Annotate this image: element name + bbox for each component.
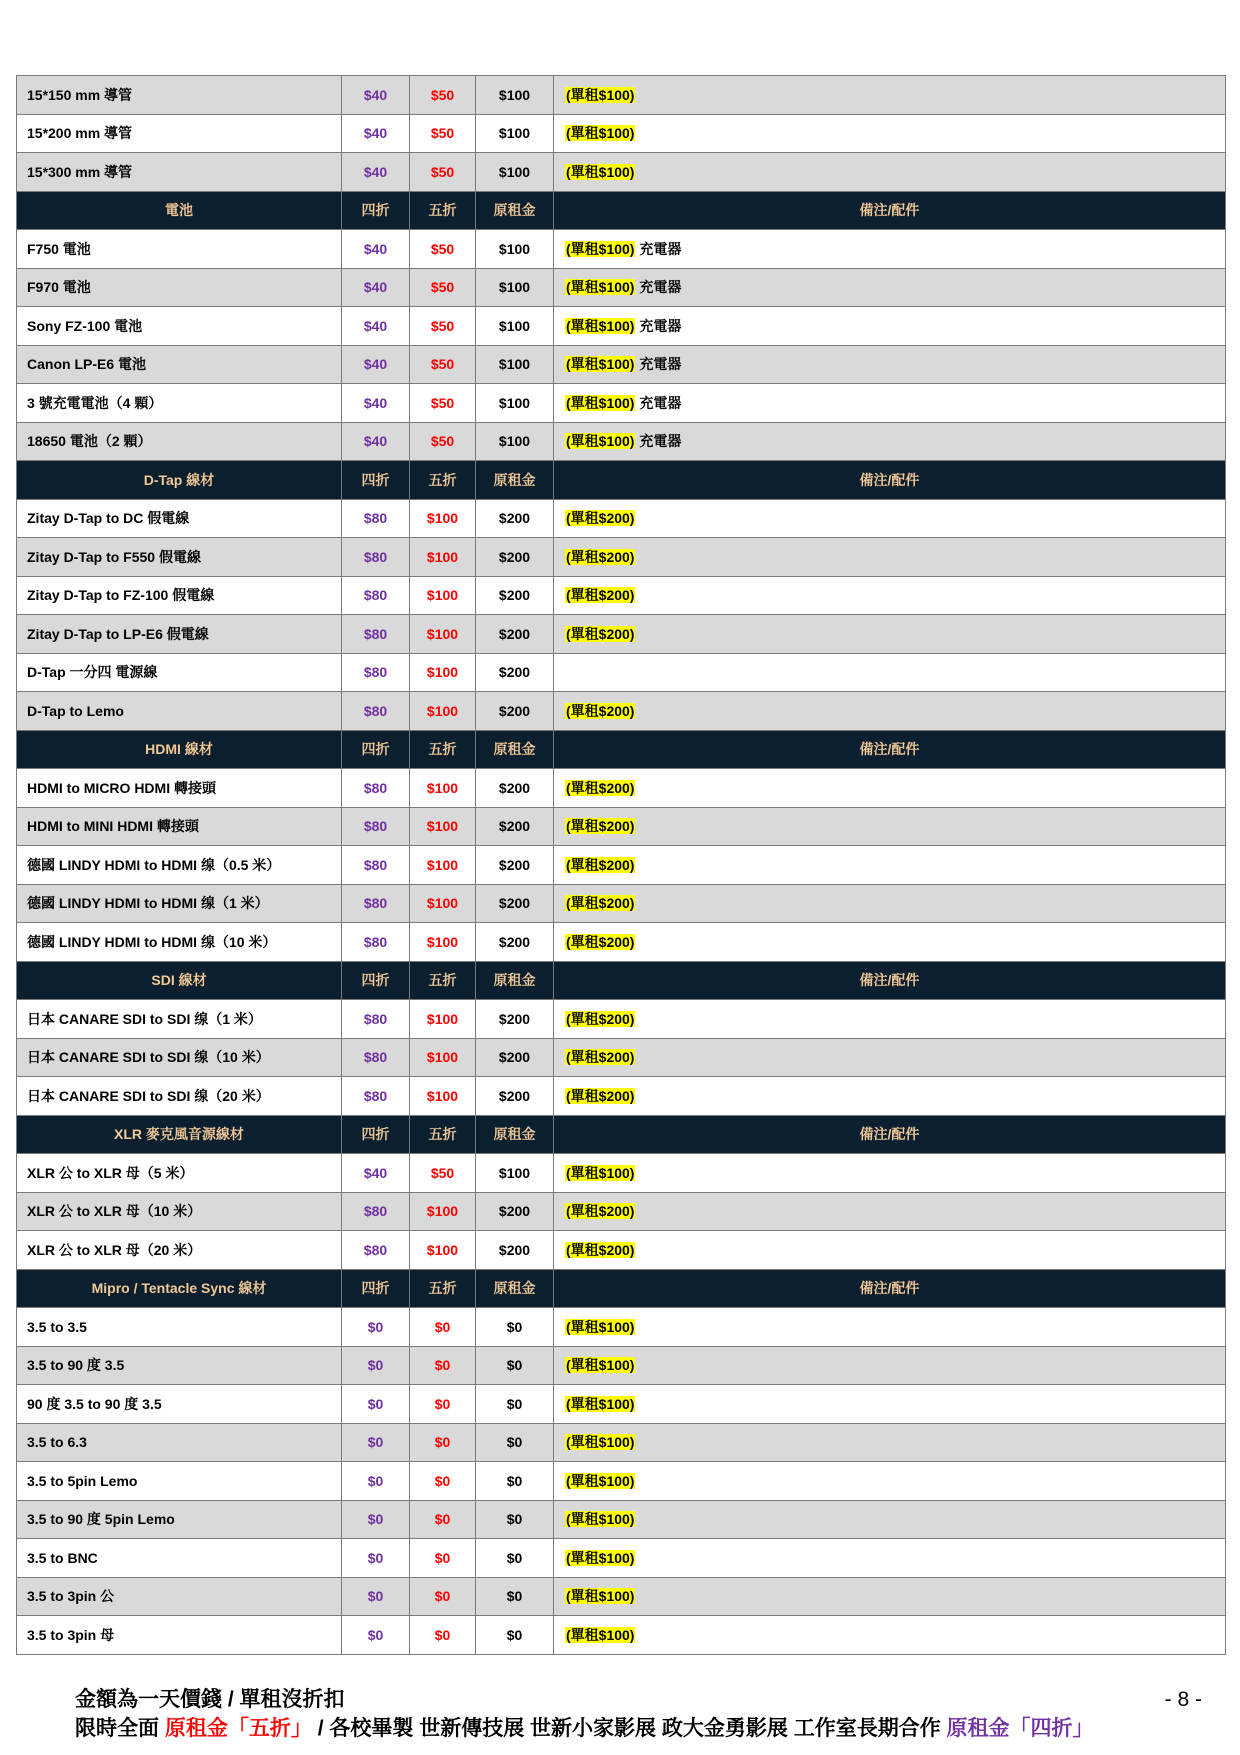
price-40-percent: $80 — [342, 653, 410, 692]
single-rental-note: (單租$100) — [566, 1434, 635, 1451]
item-name: 3.5 to 3.5 — [17, 1308, 342, 1347]
original-price: $200 — [476, 576, 554, 615]
item-name: XLR 公 to XLR 母（5 米） — [17, 1154, 342, 1193]
col-header-original-price: 原租金 — [476, 961, 554, 1000]
section-title: D-Tap 線材 — [17, 461, 342, 500]
price-50-percent: $100 — [410, 692, 476, 731]
price-40-percent: $80 — [342, 923, 410, 962]
price-40-percent: $0 — [342, 1308, 410, 1347]
note-cell — [554, 692, 1226, 731]
note-cell — [554, 153, 1226, 192]
price-50-percent: $50 — [410, 268, 476, 307]
single-rental-note: (單租$100) — [566, 1395, 635, 1412]
original-price: $100 — [476, 307, 554, 346]
price-50-percent: $0 — [410, 1462, 476, 1501]
price-50-percent: $0 — [410, 1385, 476, 1424]
single-rental-note: (單租$200) — [566, 1049, 635, 1066]
item-name: 3.5 to 90 度 5pin Lemo — [17, 1500, 342, 1539]
price-40-percent: $80 — [342, 769, 410, 808]
promotion-50-percent: 原租金「五折」 — [164, 1717, 312, 1740]
single-rental-note: (單租$100) — [566, 394, 635, 411]
single-rental-note: (單租$200) — [566, 1241, 635, 1258]
section-header-row — [17, 730, 1226, 769]
price-40-percent: $80 — [342, 692, 410, 731]
table-row — [17, 653, 1226, 692]
original-price: $200 — [476, 1192, 554, 1231]
item-name: Zitay D-Tap to F550 假電線 — [17, 538, 342, 577]
accessory-text: 充電器 — [639, 240, 682, 257]
single-rental-note: (單租$100) — [566, 433, 635, 450]
item-name: XLR 公 to XLR 母（20 米） — [17, 1231, 342, 1270]
section-header-row — [17, 191, 1226, 230]
note-cell — [554, 384, 1226, 423]
col-header-original-price: 原租金 — [476, 730, 554, 769]
item-name: 德國 LINDY HDMI to HDMI 缐（10 米） — [17, 923, 342, 962]
item-name: 3.5 to 6.3 — [17, 1423, 342, 1462]
table-row — [17, 1385, 1226, 1424]
original-price: $0 — [476, 1577, 554, 1616]
section-header-row — [17, 461, 1226, 500]
item-name: 3.5 to BNC — [17, 1539, 342, 1578]
accessory-text: 充電器 — [639, 317, 682, 334]
price-40-percent: $0 — [342, 1539, 410, 1578]
single-rental-note: (單租$200) — [566, 1087, 635, 1104]
table-row — [17, 230, 1226, 269]
col-header-50-percent: 五折 — [410, 191, 476, 230]
price-40-percent: $40 — [342, 345, 410, 384]
item-name: Zitay D-Tap to DC 假電線 — [17, 499, 342, 538]
original-price: $200 — [476, 1077, 554, 1116]
item-name: 德國 LINDY HDMI to HDMI 缐（1 米） — [17, 884, 342, 923]
original-price: $200 — [476, 807, 554, 846]
table-row — [17, 499, 1226, 538]
price-50-percent: $0 — [410, 1308, 476, 1347]
col-header-50-percent: 五折 — [410, 730, 476, 769]
price-40-percent: $40 — [342, 114, 410, 153]
original-price: $0 — [476, 1385, 554, 1424]
table-row — [17, 1000, 1226, 1039]
original-price: $100 — [476, 230, 554, 269]
price-50-percent: $0 — [410, 1577, 476, 1616]
table-row — [17, 923, 1226, 962]
single-rental-note: (單租$200) — [566, 510, 635, 527]
price-40-percent: $80 — [342, 1077, 410, 1116]
note-cell — [554, 1077, 1226, 1116]
note-cell — [554, 76, 1226, 115]
table-row — [17, 846, 1226, 885]
table-row — [17, 1077, 1226, 1116]
original-price: $100 — [476, 153, 554, 192]
original-price: $200 — [476, 499, 554, 538]
col-header-40-percent: 四折 — [342, 461, 410, 500]
item-name: 德國 LINDY HDMI to HDMI 缐（0.5 米） — [17, 846, 342, 885]
price-50-percent: $100 — [410, 807, 476, 846]
price-40-percent: $40 — [342, 268, 410, 307]
price-40-percent: $80 — [342, 884, 410, 923]
note-cell — [554, 846, 1226, 885]
item-name: 18650 電池（2 顆） — [17, 422, 342, 461]
note-cell — [554, 923, 1226, 962]
single-rental-note: (單租$100) — [566, 86, 635, 103]
col-header-note: 備注/配件 — [554, 961, 1226, 1000]
note-cell — [554, 1038, 1226, 1077]
note-cell — [554, 307, 1226, 346]
col-header-50-percent: 五折 — [410, 461, 476, 500]
table-body — [17, 76, 1226, 1655]
original-price: $100 — [476, 114, 554, 153]
col-header-note: 備注/配件 — [554, 730, 1226, 769]
price-50-percent: $50 — [410, 76, 476, 115]
price-50-percent: $100 — [410, 846, 476, 885]
price-40-percent: $40 — [342, 307, 410, 346]
note-cell — [554, 1308, 1226, 1347]
single-rental-note: (單租$200) — [566, 818, 635, 835]
page-number: - 8 - — [1164, 1688, 1202, 1711]
item-name: 15*150 mm 導管 — [17, 76, 342, 115]
accessory-text: 充電器 — [639, 394, 682, 411]
price-40-percent: $40 — [342, 153, 410, 192]
price-50-percent: $100 — [410, 1038, 476, 1077]
table-row — [17, 1346, 1226, 1385]
table-row — [17, 576, 1226, 615]
table-row — [17, 307, 1226, 346]
single-rental-note: (單租$100) — [566, 1472, 635, 1489]
col-header-original-price: 原租金 — [476, 1269, 554, 1308]
table-row — [17, 1038, 1226, 1077]
item-name: 3 號充電電池（4 顆） — [17, 384, 342, 423]
item-name: 3.5 to 5pin Lemo — [17, 1462, 342, 1501]
price-40-percent: $0 — [342, 1346, 410, 1385]
item-name: XLR 公 to XLR 母（10 米） — [17, 1192, 342, 1231]
single-rental-note: (單租$100) — [566, 125, 635, 142]
single-rental-note: (單租$100) — [566, 1626, 635, 1643]
single-rental-note: (單租$100) — [566, 317, 635, 334]
original-price: $0 — [476, 1616, 554, 1655]
price-50-percent: $50 — [410, 307, 476, 346]
price-50-percent: $50 — [410, 230, 476, 269]
rental-price-table — [16, 75, 1226, 1655]
single-rental-note: (單租$100) — [566, 1549, 635, 1566]
item-name: 日本 CANARE SDI to SDI 缐（1 米） — [17, 1000, 342, 1039]
promotion-line — [75, 1715, 1094, 1743]
table-row — [17, 114, 1226, 153]
table-row — [17, 384, 1226, 423]
item-name: 日本 CANARE SDI to SDI 缐（20 米） — [17, 1077, 342, 1116]
item-name: Sony FZ-100 電池 — [17, 307, 342, 346]
price-40-percent: $0 — [342, 1500, 410, 1539]
table-row — [17, 153, 1226, 192]
price-50-percent: $100 — [410, 923, 476, 962]
note-cell — [554, 1154, 1226, 1193]
note-cell — [554, 1500, 1226, 1539]
price-40-percent: $0 — [342, 1616, 410, 1655]
price-50-percent: $50 — [410, 422, 476, 461]
note-cell — [554, 576, 1226, 615]
single-rental-note: (單租$100) — [566, 1318, 635, 1335]
note-cell — [554, 807, 1226, 846]
table-row — [17, 1154, 1226, 1193]
original-price: $200 — [476, 1231, 554, 1270]
table-row — [17, 1192, 1226, 1231]
price-40-percent: $80 — [342, 807, 410, 846]
note-cell — [554, 1231, 1226, 1270]
item-name: Zitay D-Tap to FZ-100 假電線 — [17, 576, 342, 615]
table-row — [17, 1308, 1226, 1347]
price-40-percent: $80 — [342, 846, 410, 885]
section-header-row — [17, 1269, 1226, 1308]
item-name: 日本 CANARE SDI to SDI 缐（10 米） — [17, 1038, 342, 1077]
single-rental-note: (單租$100) — [566, 279, 635, 296]
note-cell — [554, 499, 1226, 538]
price-50-percent: $100 — [410, 538, 476, 577]
section-title: SDI 線材 — [17, 961, 342, 1000]
table-row — [17, 76, 1226, 115]
note-cell — [554, 538, 1226, 577]
price-50-percent: $50 — [410, 384, 476, 423]
single-rental-note: (單租$200) — [566, 587, 635, 604]
price-50-percent: $0 — [410, 1500, 476, 1539]
single-rental-note: (單租$200) — [566, 856, 635, 873]
table-row — [17, 692, 1226, 731]
single-rental-note: (單租$100) — [566, 1511, 635, 1528]
note-cell — [554, 230, 1226, 269]
table-row — [17, 538, 1226, 577]
section-title: XLR 麥克風音源線材 — [17, 1115, 342, 1154]
price-50-percent: $100 — [410, 1000, 476, 1039]
table-row — [17, 884, 1226, 923]
original-price: $100 — [476, 1154, 554, 1193]
note-cell — [554, 1000, 1226, 1039]
table-row — [17, 422, 1226, 461]
price-50-percent: $0 — [410, 1616, 476, 1655]
item-name: D-Tap 一分四 電源線 — [17, 653, 342, 692]
price-50-percent: $0 — [410, 1539, 476, 1578]
original-price: $100 — [476, 76, 554, 115]
item-name: F750 電池 — [17, 230, 342, 269]
original-price: $100 — [476, 345, 554, 384]
price-50-percent: $0 — [410, 1346, 476, 1385]
table-row — [17, 1577, 1226, 1616]
col-header-note: 備注/配件 — [554, 191, 1226, 230]
col-header-note: 備注/配件 — [554, 1269, 1226, 1308]
table-row — [17, 769, 1226, 808]
col-header-40-percent: 四折 — [342, 1115, 410, 1154]
col-header-40-percent: 四折 — [342, 1269, 410, 1308]
single-rental-note: (單租$200) — [566, 895, 635, 912]
price-40-percent: $0 — [342, 1423, 410, 1462]
original-price: $100 — [476, 384, 554, 423]
col-header-note: 備注/配件 — [554, 461, 1226, 500]
col-header-40-percent: 四折 — [342, 961, 410, 1000]
table-row — [17, 1500, 1226, 1539]
original-price: $200 — [476, 923, 554, 962]
original-price: $200 — [476, 653, 554, 692]
single-rental-note: (單租$100) — [566, 240, 635, 257]
note-cell — [554, 345, 1226, 384]
price-40-percent: $80 — [342, 1000, 410, 1039]
promotion-partners: / 各校畢製 世新傳技展 世新小家影展 政大金勇影展 工作室長期合作 — [317, 1717, 941, 1740]
original-price: $0 — [476, 1308, 554, 1347]
note-cell — [554, 1577, 1226, 1616]
item-name: 90 度 3.5 to 90 度 3.5 — [17, 1385, 342, 1424]
promotion-40-percent: 原租金「四折」 — [946, 1717, 1094, 1740]
promotion-intro: 限時全面 — [75, 1717, 159, 1740]
single-rental-note: (單租$100) — [566, 163, 635, 180]
note-cell — [554, 653, 1226, 692]
price-50-percent: $100 — [410, 1231, 476, 1270]
single-rental-note: (單租$200) — [566, 933, 635, 950]
original-price: $0 — [476, 1539, 554, 1578]
original-price: $200 — [476, 615, 554, 654]
original-price: $100 — [476, 422, 554, 461]
original-price: $100 — [476, 268, 554, 307]
original-price: $200 — [476, 884, 554, 923]
price-50-percent: $50 — [410, 114, 476, 153]
table-row — [17, 1462, 1226, 1501]
original-price: $200 — [476, 1038, 554, 1077]
single-rental-note: (單租$100) — [566, 356, 635, 373]
price-40-percent: $0 — [342, 1577, 410, 1616]
note-cell — [554, 1423, 1226, 1462]
table-row — [17, 615, 1226, 654]
price-40-percent: $0 — [342, 1385, 410, 1424]
single-rental-note: (單租$200) — [566, 1203, 635, 1220]
accessory-text: 充電器 — [639, 433, 682, 450]
note-cell — [554, 1346, 1226, 1385]
col-header-40-percent: 四折 — [342, 730, 410, 769]
price-40-percent: $40 — [342, 384, 410, 423]
original-price: $0 — [476, 1423, 554, 1462]
item-name: 3.5 to 3pin 母 — [17, 1616, 342, 1655]
price-50-percent: $100 — [410, 499, 476, 538]
price-40-percent: $40 — [342, 422, 410, 461]
item-name: 15*200 mm 導管 — [17, 114, 342, 153]
table-row — [17, 807, 1226, 846]
col-header-40-percent: 四折 — [342, 191, 410, 230]
note-cell — [554, 769, 1226, 808]
item-name: Zitay D-Tap to LP-E6 假電線 — [17, 615, 342, 654]
price-50-percent: $100 — [410, 576, 476, 615]
price-50-percent: $100 — [410, 884, 476, 923]
price-40-percent: $80 — [342, 499, 410, 538]
price-50-percent: $100 — [410, 615, 476, 654]
original-price: $0 — [476, 1462, 554, 1501]
single-rental-note: (單租$100) — [566, 1164, 635, 1181]
accessory-text: 充電器 — [639, 279, 682, 296]
item-name: HDMI to MINI HDMI 轉接頭 — [17, 807, 342, 846]
single-rental-note: (單租$200) — [566, 779, 635, 796]
col-header-50-percent: 五折 — [410, 1269, 476, 1308]
accessory-text: 充電器 — [639, 356, 682, 373]
section-header-row — [17, 1115, 1226, 1154]
note-cell — [554, 422, 1226, 461]
original-price: $0 — [476, 1500, 554, 1539]
table-row — [17, 1231, 1226, 1270]
note-cell — [554, 1192, 1226, 1231]
table-row — [17, 1423, 1226, 1462]
section-header-row — [17, 961, 1226, 1000]
original-price: $200 — [476, 769, 554, 808]
section-title: 電池 — [17, 191, 342, 230]
note-cell — [554, 615, 1226, 654]
note-cell — [554, 1539, 1226, 1578]
table-row — [17, 268, 1226, 307]
price-50-percent: $50 — [410, 345, 476, 384]
item-name: 3.5 to 3pin 公 — [17, 1577, 342, 1616]
price-40-percent: $80 — [342, 615, 410, 654]
single-rental-note: (單租$100) — [566, 1357, 635, 1374]
item-name: Canon LP-E6 電池 — [17, 345, 342, 384]
price-40-percent: $40 — [342, 76, 410, 115]
col-header-original-price: 原租金 — [476, 461, 554, 500]
col-header-original-price: 原租金 — [476, 1115, 554, 1154]
price-40-percent: $80 — [342, 1192, 410, 1231]
single-rental-note: (單租$200) — [566, 702, 635, 719]
col-header-original-price: 原租金 — [476, 191, 554, 230]
item-name: 3.5 to 90 度 3.5 — [17, 1346, 342, 1385]
original-price: $200 — [476, 846, 554, 885]
price-50-percent: $0 — [410, 1423, 476, 1462]
price-50-percent: $50 — [410, 1154, 476, 1193]
col-header-50-percent: 五折 — [410, 1115, 476, 1154]
single-rental-note: (單租$200) — [566, 1010, 635, 1027]
table-row — [17, 1616, 1226, 1655]
section-title: Mipro / Tentacle Sync 線材 — [17, 1269, 342, 1308]
price-50-percent: $100 — [410, 1192, 476, 1231]
item-name: D-Tap to Lemo — [17, 692, 342, 731]
price-40-percent: $80 — [342, 1231, 410, 1270]
note-cell — [554, 268, 1226, 307]
price-50-percent: $50 — [410, 153, 476, 192]
price-50-percent: $100 — [410, 653, 476, 692]
col-header-50-percent: 五折 — [410, 961, 476, 1000]
price-50-percent: $100 — [410, 1077, 476, 1116]
pricing-note: 金額為一天價錢 / 單租沒折扣 — [75, 1688, 345, 1711]
item-name: F970 電池 — [17, 268, 342, 307]
single-rental-note: (單租$200) — [566, 548, 635, 565]
item-name: 15*300 mm 導管 — [17, 153, 342, 192]
col-header-note: 備注/配件 — [554, 1115, 1226, 1154]
price-40-percent: $80 — [342, 538, 410, 577]
price-40-percent: $0 — [342, 1462, 410, 1501]
price-40-percent: $80 — [342, 1038, 410, 1077]
price-50-percent: $100 — [410, 769, 476, 808]
note-cell — [554, 1462, 1226, 1501]
price-40-percent: $40 — [342, 1154, 410, 1193]
section-title: HDMI 線材 — [17, 730, 342, 769]
price-40-percent: $40 — [342, 230, 410, 269]
item-name: HDMI to MICRO HDMI 轉接頭 — [17, 769, 342, 808]
original-price: $200 — [476, 692, 554, 731]
original-price: $200 — [476, 538, 554, 577]
table-row — [17, 345, 1226, 384]
single-rental-note: (單租$200) — [566, 625, 635, 642]
original-price: $0 — [476, 1346, 554, 1385]
original-price: $200 — [476, 1000, 554, 1039]
price-40-percent: $80 — [342, 576, 410, 615]
note-cell — [554, 884, 1226, 923]
note-cell — [554, 1385, 1226, 1424]
note-cell — [554, 114, 1226, 153]
table-row — [17, 1539, 1226, 1578]
single-rental-note: (單租$100) — [566, 1588, 635, 1605]
note-cell — [554, 1616, 1226, 1655]
